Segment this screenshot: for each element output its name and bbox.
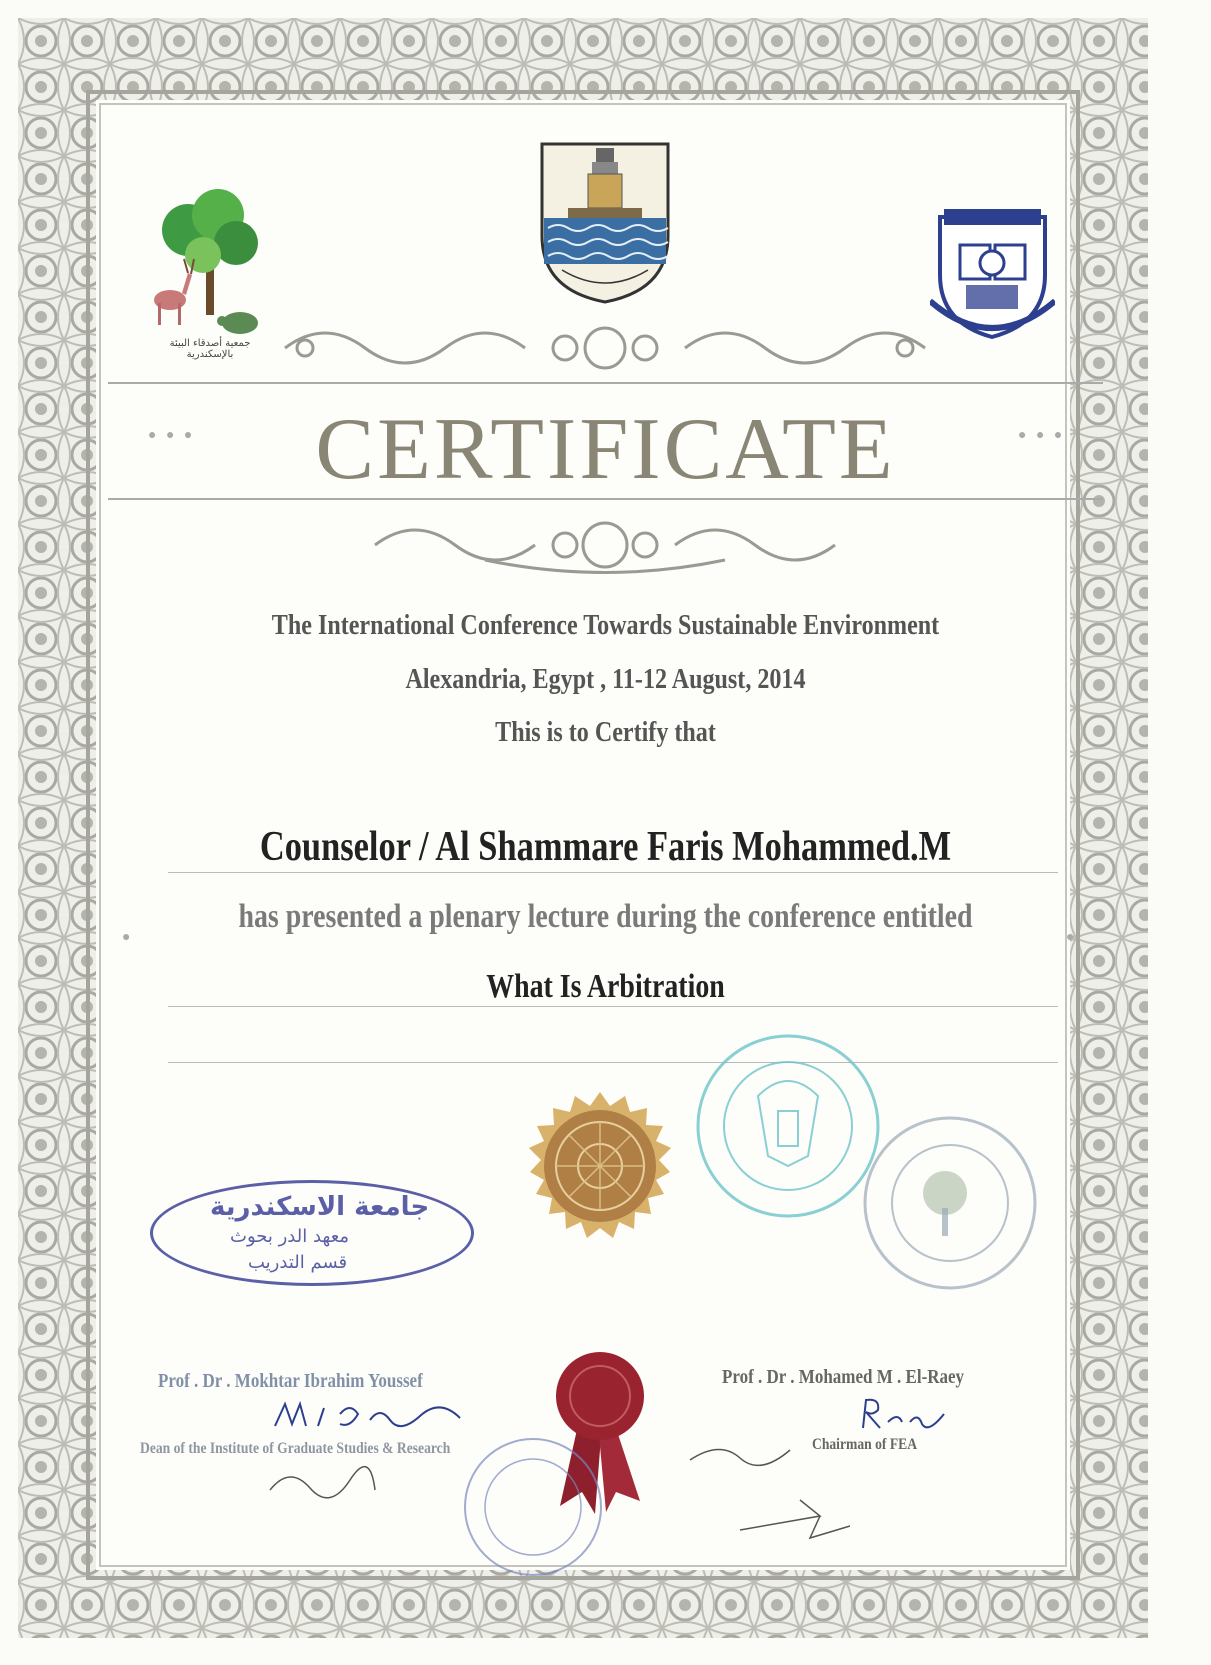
lecture-underline [168,1006,1058,1007]
conference-name: The International Conference Towards Sustainable Environment [271,610,940,641]
name-underline [168,872,1058,873]
left-signatory-name: Prof . Dr . Mokhtar Ibrahim Youssef [158,1370,423,1392]
tree-stamp [850,1108,1050,1298]
handwritten-arabic-left [260,1460,380,1500]
certificate-title: CERTIFICATE [315,401,896,498]
left-dots: ● ● ● [148,428,196,443]
right-signatory-role: Chairman of FEA [812,1436,918,1453]
blank-line [168,1062,1058,1063]
title-rule [108,498,1103,500]
lower-stamp [458,1432,608,1582]
presented-left-dots: ● [122,930,134,945]
institute-emblem [930,205,1055,345]
friends-of-environment-logo [148,185,268,345]
stamp-line-1: جامعة الاسكندرية [210,1192,430,1222]
certify-line: This is to Certify that [495,717,716,748]
lecture-title: What Is Arbitration [486,968,725,1005]
friends-of-environment-caption: جمعية أصدقاء البيئة بالإسكندرية [169,338,251,360]
right-signatory-name: Prof . Dr . Mohamed M . El-Raey [722,1366,965,1388]
presented-line: has presented a plenary lecture during the conference entitled [238,898,973,935]
left-signature [270,1396,470,1436]
top-scroll-ornament [265,318,945,378]
handwritten-notes [680,1420,900,1550]
top-rule [108,382,1103,384]
stamp-line-2: معهد الدر بحوث [230,1226,350,1247]
stamp-line-3: قسم التدريب [248,1252,348,1273]
gold-seal [515,1090,685,1260]
left-signatory-role: Dean of the Institute of Graduate Studies & Research [140,1440,451,1457]
recipient-name: Counselor / Al Shammare Faris Mohammed.M [259,824,952,870]
presented-right-dots: ● [1066,930,1078,945]
location-date: Alexandria, Egypt , 11-12 August, 2014 [405,664,806,695]
right-dots: ● ● ● [1018,428,1066,443]
bottom-scroll-ornament [365,515,845,575]
alexandria-university-shield [538,140,672,306]
